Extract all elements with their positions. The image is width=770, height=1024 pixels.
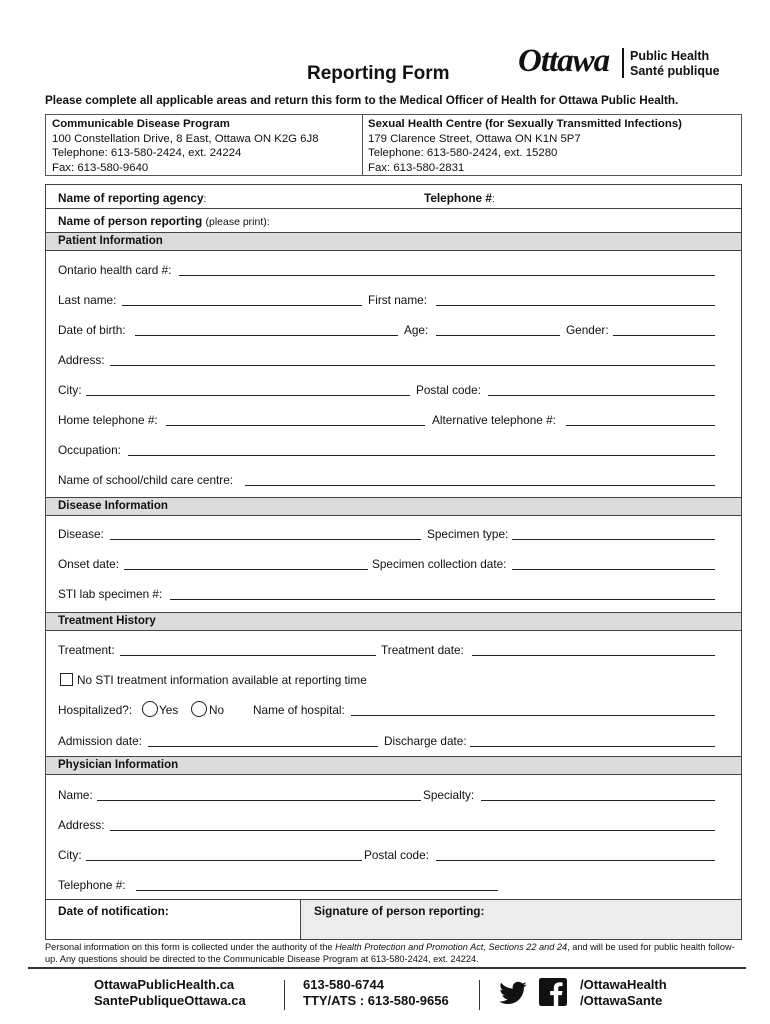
occupation-field[interactable] [128,455,715,456]
row-divider [46,208,741,209]
twitter-icon[interactable] [497,978,529,1008]
hospitalized-no-radio[interactable] [191,701,207,717]
footer-divider [479,980,480,1010]
alt-telephone-field[interactable] [566,425,715,426]
hospital-name-label: Name of hospital: [253,703,345,717]
city-label: City: [58,383,82,397]
hospital-name-field[interactable] [351,715,715,716]
address-field[interactable] [110,365,715,366]
act-name: Health Protection and Promotion Act, Sections 22 and 24 [335,942,568,952]
age-label: Age: [404,323,429,337]
alt-telephone-label: Alternative telephone #: [432,413,556,427]
page-title: Reporting Form [307,63,450,84]
admission-date-label: Admission date: [58,734,142,748]
age-field[interactable] [436,335,560,336]
physician-postal-label: Postal code: [364,848,429,862]
physician-name-label: Name: [58,788,93,802]
postal-code-field[interactable] [488,395,715,396]
footer-social [580,977,667,1009]
person-reporting-label: Name of person reporting (please print): [58,214,270,228]
last-name-label: Last name: [58,293,117,307]
dob-label: Date of birth: [58,323,126,337]
section-treatment-history: Treatment History [46,612,741,631]
contact-cdp [52,117,319,175]
footer-divider [284,980,285,1010]
phone-number: 613-580-6744 [303,977,384,992]
gender-label: Gender: [566,323,609,337]
contact-shc [368,117,682,175]
physician-postal-field[interactable] [436,860,715,861]
logo-french: Santé publique [630,64,720,78]
disease-field[interactable] [110,539,421,540]
city-field[interactable] [86,395,410,396]
social-handle-en[interactable]: /OttawaHealth [580,977,667,992]
logo-divider [622,48,624,78]
contact-heading: Sexual Health Centre (for Sexually Transmitted Infections) [368,118,682,130]
contact-line: 100 Constellation Drive, 8 East, Ottawa ON K2G 6J8 [52,132,319,145]
collection-date-field[interactable] [512,569,715,570]
physician-address-field[interactable] [110,830,715,831]
logo-english: Public Health [630,49,710,63]
agency-label: Name of reporting agency: [58,191,207,205]
health-card-label: Ontario health card #: [58,263,172,277]
website-en-link[interactable]: OttawaPublicHealth.ca [94,977,235,992]
physician-name-field[interactable] [97,800,421,801]
reporting-form [45,184,742,940]
physician-city-label: City: [58,848,82,862]
contact-line: Fax: 613-580-9640 [52,161,149,174]
school-field[interactable] [245,485,715,486]
contact-line: Telephone: 613-580-2424, ext. 24224 [52,147,242,159]
hospitalized-label: Hospitalized?: [58,703,133,717]
school-label: Name of school/child care centre: [58,473,234,487]
physician-telephone-field[interactable] [136,890,498,891]
contact-line: Fax: 613-580-2831 [368,161,465,174]
no-label: No [209,703,225,717]
footer-rule [28,967,746,969]
specimen-type-label: Specimen type: [427,527,509,541]
specialty-label: Specialty: [423,788,475,802]
last-name-field[interactable] [122,305,362,306]
logo-department [630,49,720,79]
privacy-notice: Personal information on this form is collected under the authority of the Health Protection and Promotion Act, Sections 22 and 24, and will be used for public health follow-up. Any questions should be directed to the Communicable Disease Program at 613-580-2424, ext. 24224. [45,942,735,964]
treatment-field[interactable] [120,655,376,656]
discharge-date-field[interactable] [470,746,715,747]
contact-box [45,114,742,176]
onset-date-field[interactable] [124,569,368,570]
website-fr-link[interactable]: SantePubliqueOttawa.ca [94,993,246,1008]
contact-line: 179 Clarence Street, Ottawa ON K1N 5P7 [368,132,581,145]
first-name-field[interactable] [436,305,715,306]
contact-divider [362,115,363,175]
admission-date-field[interactable] [148,746,378,747]
first-name-label: First name: [368,293,427,307]
contact-line: Telephone: 613-580-2424, ext. 15280 [368,147,558,159]
footer-websites [94,977,246,1009]
contact-heading: Communicable Disease Program [52,118,230,130]
yes-label: Yes [159,703,179,717]
disease-label: Disease: [58,527,104,541]
onset-date-label: Onset date: [58,557,119,571]
ottawa-public-health-logo [518,36,733,86]
physician-address-label: Address: [58,818,105,832]
home-telephone-field[interactable] [166,425,425,426]
dob-field[interactable] [135,335,398,336]
health-card-field[interactable] [179,275,715,276]
social-handle-fr[interactable]: /OttawaSante [580,993,663,1008]
section-disease-information: Disease Information [46,497,741,516]
sti-specimen-label: STI lab specimen #: [58,587,163,601]
collection-date-label: Specimen collection date: [372,557,507,571]
specimen-type-field[interactable] [512,539,715,540]
occupation-label: Occupation: [58,443,121,457]
address-label: Address: [58,353,105,367]
footer-phones [303,977,449,1009]
sti-specimen-field[interactable] [170,599,715,600]
physician-telephone-label: Telephone #: [58,878,126,892]
discharge-date-label: Discharge date: [384,734,467,748]
no-sti-label: No STI treatment information available at reporting time [77,673,367,687]
tty-number: TTY/ATS : 613-580-9656 [303,993,449,1008]
treatment-label: Treatment: [58,643,115,657]
treatment-date-field[interactable] [472,655,715,656]
physician-city-field[interactable] [86,860,362,861]
hospitalized-yes-radio[interactable] [142,701,158,717]
gender-field[interactable] [613,335,715,336]
signature-label: Signature of person reporting: [314,904,485,918]
section-physician-information: Physician Information [46,756,741,775]
reporter-telephone-label: Telephone #: [424,191,495,205]
instructions: Please complete all applicable areas and return this form to the Medical Officer of Health for Ottawa Public Health. [45,94,679,107]
logo-wordmark: Ottawa [518,43,610,79]
notification-date-label: Date of notification: [58,904,169,918]
facebook-icon[interactable] [539,978,567,1006]
specialty-field[interactable] [481,800,715,801]
section-patient-information: Patient Information [46,232,741,251]
postal-code-label: Postal code: [416,383,481,397]
home-telephone-label: Home telephone #: [58,413,158,427]
treatment-date-label: Treatment date: [381,643,464,657]
no-sti-checkbox[interactable] [60,673,73,686]
